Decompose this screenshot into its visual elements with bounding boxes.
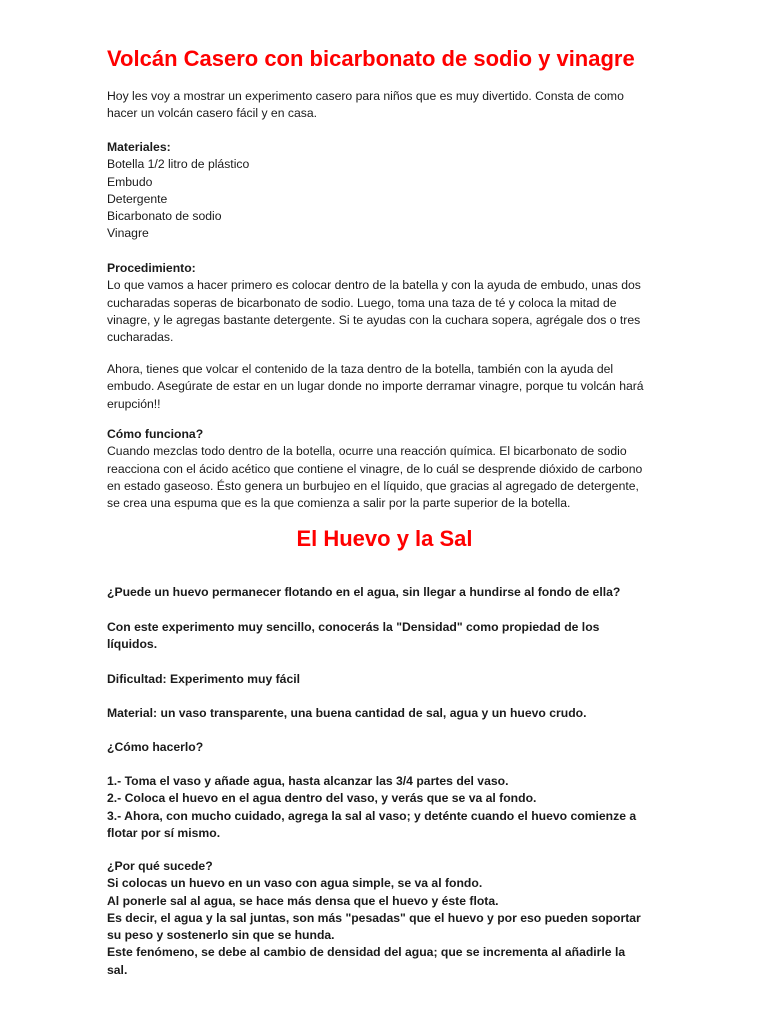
material-line: Material: un vaso transparente, una buena cantidad de sal, agua y un huevo crudo. <box>107 706 587 720</box>
por-que-line: su peso y sostenerlo sin que se hunda. <box>107 928 335 943</box>
por-que-line: ¿Por qué sucede? <box>107 859 213 873</box>
por-que-line: Si colocas un huevo en un vaso con agua simple, se va al fondo. <box>107 876 483 891</box>
por-que-line: Al ponerle sal al agua, se hace más densa que el huevo y éste flota. <box>107 893 499 908</box>
huevo-pasos <box>107 773 667 842</box>
procedimiento-line: embudo. Asegúrate de estar en un lugar donde no importe derramar vinagre, porque tu volcán hará <box>107 379 644 394</box>
huevo-title: El Huevo y la Sal <box>296 526 473 551</box>
procedimiento-line: erupción!! <box>107 396 161 411</box>
huevo-material <box>107 705 667 722</box>
funciona-line: se crea una espuma que es la que comienza a salir por la parte superior de la botella. <box>107 496 571 511</box>
paso-line: flotar por sí mismo. <box>107 825 221 840</box>
procedimiento-section <box>107 260 667 346</box>
paso-line: 2.- Coloca el huevo en el agua dentro del vaso, y verás que se va al fondo. <box>107 791 537 806</box>
procedimiento-paragraph-2 <box>107 361 667 413</box>
dificultad-line: Dificultad: Experimento muy fácil <box>107 672 301 686</box>
material-item: Botella 1/2 litro de plástico <box>107 157 250 172</box>
material-item: Vinagre <box>107 226 149 241</box>
funciona-line: Cuando mezclas todo dentro de la botella, ocurre una reacción química. El bicarbonato de sodio <box>107 444 627 459</box>
materiales-heading: Materiales: <box>107 140 171 154</box>
densidad-line: líquidos. <box>107 637 158 652</box>
paso-line: 1.- Toma el vaso y añade agua, hasta alcanzar las 3/4 partes del vaso. <box>107 774 509 788</box>
procedimiento-line: Lo que vamos a hacer primero es colocar dentro de la batella y con la ayuda de embudo, unas dos <box>107 278 641 293</box>
volcan-title: Volcán Casero con bicarbonato de sodio y vinagre <box>107 46 635 71</box>
paso-line: 3.- Ahora, con mucho cuidado, agrega la sal al vaso; y deténte cuando el huevo comienze a <box>107 808 637 823</box>
funciona-line: en estado gaseoso. Ésto genera un burbujeo en el líquido, que gracias al agregado de detergente, <box>107 478 639 493</box>
por-que-line: sal. <box>107 962 128 977</box>
huevo-dificultad <box>107 671 667 688</box>
material-item: Bicarbonato de sodio <box>107 209 222 224</box>
procedimiento-heading: Procedimiento: <box>107 261 196 275</box>
intro-line: Hoy les voy a mostrar un experimento casero para niños que es muy divertido. Consta de como <box>107 89 624 103</box>
como-hacerlo-heading: ¿Cómo hacerlo? <box>107 740 204 754</box>
densidad-line: Con este experimento muy sencillo, conocerás la "Densidad" como propiedad de los <box>107 620 600 634</box>
funciona-heading: Cómo funciona? <box>107 427 204 441</box>
huevo-densidad <box>107 619 667 654</box>
huevo-question <box>107 584 667 601</box>
volcan-intro <box>107 88 667 123</box>
procedimiento-line: cucharadas soperas de bicarbonato de sodio. Luego, toma una taza de té y coloca la mitad de <box>107 295 617 310</box>
funciona-section <box>107 426 667 512</box>
procedimiento-line: Ahora, tienes que volcar el contenido de la taza dentro de la botella, también con la ayuda del <box>107 362 614 376</box>
huevo-por-que <box>107 858 667 979</box>
funciona-line: reacciona con el ácido acético que contiene el vinagre, de lo cuál se desprende dióxido de carbono <box>107 461 643 476</box>
materiales-section <box>107 139 667 243</box>
intro-line: hacer un volcán casero fácil y en casa. <box>107 106 318 121</box>
procedimiento-line: cucharadas. <box>107 330 174 345</box>
por-que-line: Este fenómeno, se debe al cambio de densidad del agua; que se incrementa al añadirle la <box>107 945 626 960</box>
huevo-como-hacerlo <box>107 739 667 756</box>
material-item: Embudo <box>107 174 153 189</box>
por-que-line: Es decir, el agua y la sal juntas, son más "pesadas" que el huevo y por eso pueden soportar <box>107 910 641 925</box>
procedimiento-line: vinagre, y le agregas bastante detergente. Si te ayudas con la cuchara sopera, agrégale dos o tres <box>107 312 641 327</box>
question-line: ¿Puede un huevo permanecer flotando en el agua, sin llegar a hundirse al fondo de ella? <box>107 585 621 599</box>
material-item: Detergente <box>107 191 168 206</box>
